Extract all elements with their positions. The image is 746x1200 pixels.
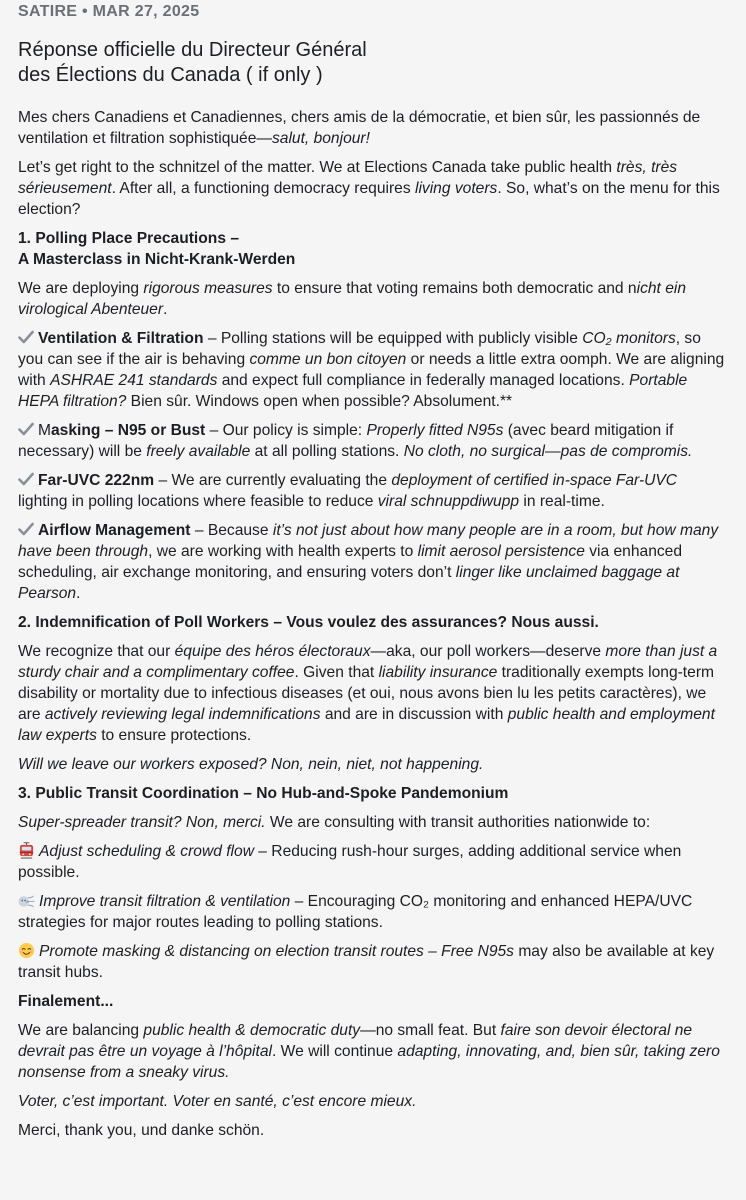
intro-paragraph-1: Mes chers Canadiens et Canadiennes, chers amis de la démocratie, et bien sûr, les passionnés de ventilation et filtration sophistiquée—salut, bonjour! bbox=[18, 109, 701, 147]
finale-heading: Finalement... bbox=[18, 993, 114, 1010]
transit-item-filtration: Improve transit filtration & ventilation – Encouraging CO₂ monitoring and enhanced HEPA/UVC strategies for major routes leading to polling stations. bbox=[18, 893, 693, 931]
section-1-heading: 1. Polling Place Precautions – A Masterclass in Nicht-Krank-Werden bbox=[18, 230, 296, 268]
transit-item-masking: Promote masking & distancing on election transit routes – Free N95s may also be available at key transit hubs. bbox=[18, 943, 715, 981]
masking-item: Masking – N95 or Bust – Our policy is simple: Properly fitted N95s (avec beard mitigation if necessary) will be freely available at all polling stations. No cloth, no surgical—pas de compromis. bbox=[18, 422, 693, 460]
check-mark-icon bbox=[18, 329, 34, 345]
section-2-heading: 2. Indemnification of Poll Workers – Vous voulez des assurances? Nous aussi. bbox=[18, 614, 599, 631]
finale-slogan: Voter, c’est important. Voter en santé, c’est encore mieux. bbox=[18, 1093, 417, 1110]
ventilation-item: Ventilation & Filtration – Polling stations will be equipped with publicly visible CO₂ monitors, so you can see if the air is behaving comme un bon citoyen or needs a little extra oomph. We are aligning with ASHRAE 241 standards and expect full compliance in federally managed locations. Portable HEPA filtration? Bien sûr. Windows open when possible? Absolument.** bbox=[18, 330, 725, 410]
finale-signoff: Merci, thank you, und danke schön. bbox=[18, 1122, 265, 1139]
wind-face-icon bbox=[18, 892, 35, 909]
article-title bbox=[18, 38, 728, 88]
check-mark-icon bbox=[18, 521, 34, 537]
title-line-2: des Élections du Canada ( if only ) bbox=[18, 64, 323, 86]
airflow-item: Airflow Management – Because it’s not just about how many people are in a room, but how many have been through, we are working with health experts to limit aerosol persistence via enhanced scheduling, air exchange monitoring, and ensuring voters don’t linger like unclaimed baggage at Pearson. bbox=[18, 522, 719, 602]
article-kicker: SATIRE • MAR 27, 2025 bbox=[18, 3, 200, 20]
check-mark-icon bbox=[18, 421, 34, 437]
section-3-heading: 3. Public Transit Coordination – No Hub-and-Spoke Pandemonium bbox=[18, 785, 509, 802]
tram-icon bbox=[18, 842, 35, 859]
check-mark-icon bbox=[18, 471, 34, 487]
section-3-intro: Super-spreader transit? Non, merci. We are consulting with transit authorities nationwide to: bbox=[18, 814, 651, 831]
far-uvc-item: Far-UVC 222nm – We are currently evaluating the deployment of certified in-space Far-UVC lighting in polling locations where feasible to reduce viral schnuppdiwupp in real-time. bbox=[18, 472, 678, 510]
section-1-intro: We are deploying rigorous measures to ensure that voting remains both democratic and nicht ein virological Abenteuer. bbox=[18, 280, 687, 318]
section-2-body: We recognize that our équipe des héros électoraux—aka, our poll workers—deserve more than just a sturdy chair and a complimentary coffee. Given that liability insurance traditionally exempts long-term disability or mortality due to infectious diseases (et oui, nous avons bien lu les petits caractères), we are actively reviewing legal indemnifications and are in discussion with public health and employment law experts to ensure protections. bbox=[18, 643, 718, 744]
smiling-face-icon bbox=[18, 942, 35, 959]
title-line-1: Réponse officielle du Directeur Général bbox=[18, 39, 367, 61]
intro-paragraph-2: Let’s get right to the schnitzel of the matter. We at Elections Canada take public health très, très sérieusement. After all, a functioning democracy requires living voters. So, what’s on the menu for this election? bbox=[18, 159, 720, 218]
section-2-closing: Will we leave our workers exposed? Non, nein, niet, not happening. bbox=[18, 756, 484, 773]
finale-body: We are balancing public health & democratic duty—no small feat. But faire son devoir électoral ne devrait pas être un voyage à l’hôpital. We will continue adapting, innovating, and, bien sûr, taking zero nonsense from a sneaky virus. bbox=[18, 1022, 720, 1081]
transit-item-scheduling: Adjust scheduling & crowd flow – Reducing rush-hour surges, adding additional service when possible. bbox=[18, 843, 682, 881]
